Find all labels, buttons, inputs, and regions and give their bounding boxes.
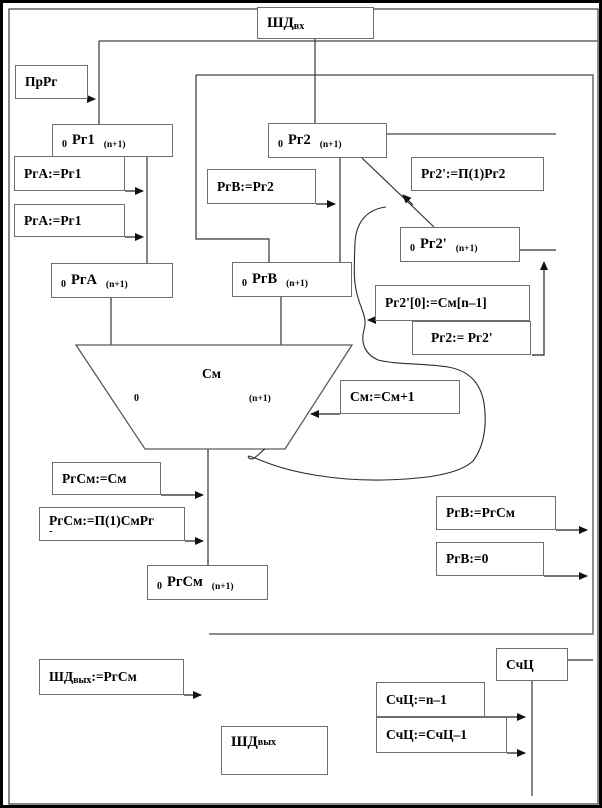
register-rgsm-box [147, 565, 268, 600]
rga-bit-hi: (n+1) [105, 279, 128, 290]
bus-input-label: ШД [267, 14, 294, 31]
op-rga-load-2-label: РгА:=Рг1 [24, 212, 82, 228]
adder-bit-lo: 0 [134, 393, 139, 404]
register-rg1-box [52, 124, 173, 157]
arrow-rg2p-shift [403, 195, 413, 205]
rg2p-name: Рг2' [420, 236, 447, 252]
rg1-name: Рг1 [72, 132, 95, 148]
register-rg2p-box [400, 227, 520, 262]
rg2p-bit-lo: 0 [410, 243, 415, 254]
register-rg2-box [268, 123, 387, 158]
op-sm-inc-label: См:=См+1 [350, 389, 415, 404]
rg2-bit-lo: 0 [278, 139, 283, 150]
bus-output-box [221, 726, 328, 775]
rgb-bit-hi: (n+1) [286, 278, 308, 289]
op-out-load-post: :=РгСм [91, 669, 137, 684]
op-counter-init-label: СчЦ:=n–1 [386, 691, 447, 707]
op-rgb-load-rgsm-box [436, 496, 556, 530]
op-rgsm-shift-box [39, 507, 185, 541]
rgb-bit-lo: 0 [242, 278, 247, 289]
arrow-rg2-load-up [532, 262, 544, 355]
op-rgb-load-label: РгВ:=Рг2 [217, 178, 274, 194]
op-rgsm-shift-line2: - [49, 524, 53, 537]
register-prrg-label: ПрРг [25, 74, 58, 89]
register-schc-box [496, 648, 568, 681]
op-rg2p-bit-label: Рг2'[0]:=См[n–1] [385, 295, 487, 310]
register-rga-box [51, 263, 173, 298]
op-counter-init-box [376, 682, 485, 717]
op-rgb-clear-label: РгВ:=0 [446, 551, 489, 566]
adder-name: См [202, 366, 221, 381]
op-rg2p-shift-box [411, 157, 544, 191]
op-rgsm-shift-label: РгСм:=П(1)СмРг [49, 512, 155, 528]
bus-input-sub: вх [293, 20, 305, 32]
op-rgsm-load-box [52, 462, 161, 495]
bus-input-box [257, 7, 374, 39]
op-counter-dec-label: СчЦ:=СчЦ–1 [386, 727, 468, 742]
op-rg2p-bit-box [375, 285, 530, 321]
op-rga-load-1-box [14, 156, 125, 191]
op-out-load-pre: ШД [49, 669, 74, 684]
rgsm-bit-lo: 0 [157, 581, 162, 592]
rgsm-name: РгСм [167, 574, 203, 590]
rg1-bit-hi: (n+1) [103, 139, 126, 150]
rga-bit-lo: 0 [61, 279, 66, 290]
op-out-load-sub: вых [73, 674, 92, 686]
rg2-name: Рг2 [288, 132, 311, 148]
register-schc-label: СчЦ [506, 656, 534, 672]
bus-output-sub: вых [257, 737, 277, 748]
register-rgb-box [232, 262, 352, 297]
register-prrg-box [15, 65, 88, 99]
rg2-bit-hi: (n+1) [319, 139, 342, 150]
op-rgb-load-rgsm-label: РгВ:=РгСм [446, 505, 515, 520]
op-rg2-load-box [412, 321, 531, 355]
op-rg2p-shift-label: Рг2':=П(1)Рг2 [421, 166, 506, 181]
bus-output-label: ШД [231, 734, 258, 750]
rg1-bit-lo: 0 [62, 139, 67, 150]
op-rgsm-load-label: РгСм:=См [62, 470, 127, 486]
op-out-load-box [39, 659, 184, 695]
adder-trapezoid [76, 345, 352, 449]
rga-name: РгА [71, 272, 97, 288]
op-counter-dec-box [376, 717, 507, 753]
op-rgb-load-box [207, 169, 316, 204]
op-rgb-clear-box [436, 542, 544, 576]
rgsm-bit-hi: (n+1) [211, 581, 234, 592]
op-rga-load-1-label: РгА:=Рг1 [24, 165, 82, 181]
rgb-name: РгВ [252, 271, 278, 287]
rg2p-bit-hi: (n+1) [455, 243, 478, 254]
op-rg2-load-label: Рг2:= Рг2' [431, 330, 493, 345]
op-sm-inc-box [340, 380, 460, 414]
op-rga-load-2-box [14, 204, 125, 237]
adder-bit-hi: (n+1) [249, 394, 271, 404]
